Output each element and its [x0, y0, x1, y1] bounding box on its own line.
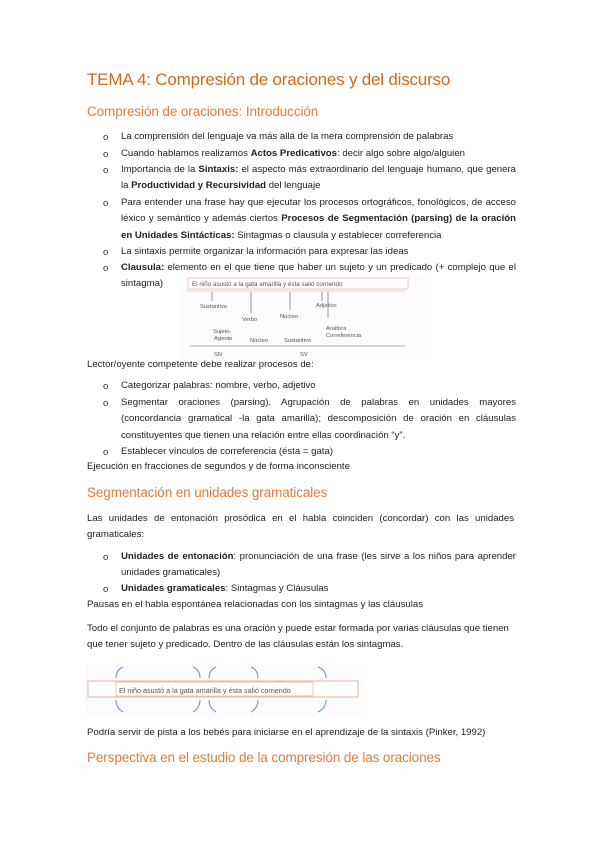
diagram-sentence: El niño asustó a la gata amarilla y ésta salió corriendo: [192, 281, 343, 288]
diagram-label: Adjetivo: [316, 303, 337, 309]
bullet-marker: o: [103, 132, 109, 143]
clause-bracket-diagram: [86, 664, 361, 716]
section-heading-segmentacion: Segmentación en unidades gramaticales: [87, 485, 328, 500]
bullet-text: Cuando hablamos realizamos Actos Predicativos: decir algo sobre algo/alguien: [121, 148, 465, 159]
diagram-label: Sustantivo: [284, 338, 312, 344]
diagram-label: Sujeto-Agente: [213, 329, 233, 342]
paragraph: Podría servir de pista a los bebés para iniciarse en el aprendizaje de la sintaxis (Pinker, 1992): [87, 727, 486, 738]
section-heading-intro: Compresión de oraciones: Introducción: [87, 104, 319, 119]
bullet-text: Clausula: elemento en el que tiene que haber un sujeto y un predicado (+ complejo que el sintagma): [121, 262, 516, 290]
bullet-marker: o: [103, 447, 109, 458]
bullet-text: Unidades de entonación: pronunciación de una frase (les sirve a los niños para aprender unidades gramaticales): [121, 551, 516, 579]
sentence-diagram: [180, 276, 425, 360]
paragraph: Todo el conjunto de palabras es una oración y puede estar formada por varias cláusulas que tienen que tener sujeto y predicado. Dentro de las cláusulas están los sintagmas.: [87, 623, 509, 651]
diagram-label: Anáfora Correferencia: [326, 326, 362, 339]
bullet-marker: o: [103, 398, 109, 409]
paragraph: Pausas en el habla espontánea relacionadas con los sintagmas y las cláusulas: [87, 599, 423, 610]
bullet-text: Establecer vínculos de correferencia (ésta = gata): [121, 446, 333, 457]
bullet-marker: o: [103, 247, 109, 258]
diagram-label: Núcleo: [280, 314, 299, 320]
bullet-text: La comprensión del lenguaje va más allá de la mera comprensión de palabras: [121, 131, 454, 142]
diagram-sentence: El niño asustó a la gata amarilla y ésta salió corriendo: [119, 686, 291, 695]
paragraph: Lector/oyente competente debe realizar procesos de:: [87, 359, 314, 370]
diagram-label: Sustantivo: [200, 304, 228, 310]
bullet-text: Para entender una frase hay que ejecutar los procesos ortográficos, fonológicos, de acceso léxico y semántico y además ciertos Procesos de Segmentación (parsing) de la oración en Unidades Sintácticas: Sintagmas o clausula y establecer correferencia: [121, 197, 516, 241]
bullet-marker: o: [103, 584, 109, 595]
bullet-marker: o: [103, 165, 109, 176]
paragraph: Las unidades de entonación prosódica en el habla coinciden (concordar) con las unidades gramaticales:: [87, 513, 514, 541]
diagram-label: Verbo: [242, 317, 258, 323]
bullet-marker: o: [103, 198, 109, 209]
bullet-text: Segmentar oraciones (parsing). Agrupación de palabras en unidades mayores (concordancia gramatical -la gata amarilla); descomposición de oración en cláusulas constituyentes que tienen una relación entre ellas coordinación “y”.: [121, 397, 516, 441]
page-title: TEMA 4: Compresión de oraciones y del discurso: [87, 70, 451, 89]
diagram-label: SN: [214, 352, 223, 358]
bullet-text: Unidades gramaticales: Sintagmas y Cláusulas: [121, 583, 329, 594]
bullet-text: Importancia de la Sintaxis: el aspecto más extraordinario del lenguaje humano, que genera la Productividad y Recursividad del lenguaje: [121, 164, 517, 192]
bullet-marker: o: [103, 552, 109, 563]
bullet-text: La sintaxis permite organizar la información para expresar las ideas: [121, 246, 409, 257]
bullet-marker: o: [103, 263, 109, 274]
bullet-marker: o: [103, 381, 109, 392]
section-heading-perspectiva: Perspectiva en el estudio de la compresión de las oraciones: [87, 750, 441, 765]
bullet-marker: o: [103, 149, 109, 160]
paragraph: Ejecución en fracciones de segundos y de forma inconsciente: [87, 461, 350, 472]
diagram-label: Núcleo: [250, 338, 269, 344]
diagram-label: SV: [300, 352, 308, 358]
bullet-text: Categorizar palabras: nombre, verbo, adjetivo: [121, 380, 316, 391]
